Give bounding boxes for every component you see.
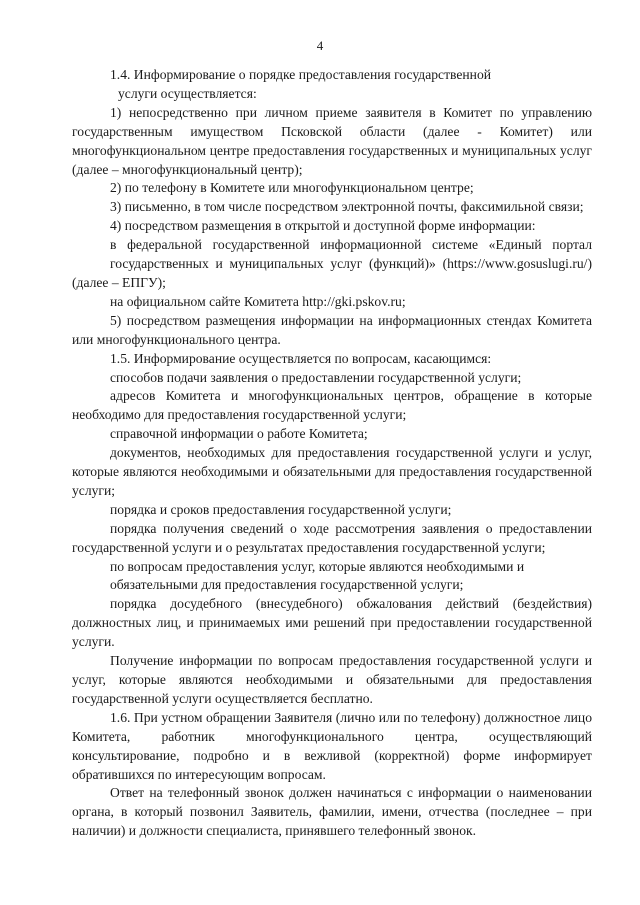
paragraph: 4) посредством размещения в открытой и доступной форме информации: xyxy=(110,218,536,234)
paragraph: порядка досудебного (внесудебного) обжалования действий (бездействия) должностных лиц, и принимаемых ими решений при предоставлении государственной услуги. xyxy=(72,596,592,650)
paragraph: порядка и сроков предоставления государственной услуги; xyxy=(110,501,452,517)
paragraph: 5) посредством размещения информации на информационных стендах Комитета или многофункционального центра. xyxy=(72,312,592,347)
paragraph: по вопросам предоставления услуг, которые являются необходимыми и xyxy=(110,558,525,574)
paragraph: 1.5. Информирование осуществляется по вопросам, касающимся: xyxy=(110,350,492,366)
paragraph: 2) по телефону в Комитете или многофункциональном центре; xyxy=(110,180,474,196)
paragraph: Ответ на телефонный звонок должен начинаться с информации о наименовании органа, в который позвонил Заявитель, фамилии, имени, отчества (последнее – при наличии) и должности специалиста, принявшего телефонный звонок. xyxy=(72,785,592,839)
paragraph: 1.4. Информирование о порядке предоставления государственной xyxy=(110,67,492,82)
paragraph: справочной информации о работе Комитета; xyxy=(110,426,368,442)
paragraph: адресов Комитета и многофункциональных центров, обращение в которые необходимо для предоставления государственной услуги; xyxy=(72,388,592,423)
paragraph: 3) письменно, в том числе посредством электронной почты, факсимильной связи; xyxy=(110,199,584,215)
paragraph: документов, необходимых для предоставления государственной услуги и услуг, которые являются необходимыми и обязательными для предоставления государственной услуги; xyxy=(72,445,592,498)
paragraph: 1.6. При устном обращении Заявителя (лично или по телефону) должностное лицо Комитета, работник многофункционального центра, осуществляющий консультирование, подробно и в вежливой (корректной) форме информирует обратившихся по интересующим вопросам. xyxy=(72,709,592,782)
paragraph: порядка получения сведений о ходе рассмотрения заявления о предоставлении государственной услуги и о результатах предоставления государственной услуги; xyxy=(72,520,592,555)
paragraph: на официальном сайте Комитета http://gki.pskov.ru; xyxy=(110,293,406,309)
paragraph: способов подачи заявления о предоставлении государственной услуги; xyxy=(110,369,522,385)
paragraph: в федеральной государственной информационной системе «Единый портал xyxy=(110,237,592,253)
paragraph: обязательными для предоставления государственной услуги; xyxy=(110,577,464,593)
paragraph: государственных и муниципальных услуг (функций)» (https://www.gosuslugi.ru/) (далее – ЕПГУ); xyxy=(72,256,592,290)
paragraph: Получение информации по вопросам предоставления государственной услуги и услуг, которые являются необходимыми и обязательными для предоставления государственной услуги осуществляется бесплатно. xyxy=(72,653,592,706)
document-body xyxy=(72,66,592,841)
paragraph: услуги осуществляется: xyxy=(118,85,257,101)
page-number: 4 xyxy=(316,38,324,53)
paragraph: 1) непосредственно при личном приеме заявителя в Комитет по управлению государственным имуществом Псковской области (далее - Комитет) или многофункциональном центре предоставления государственных и муниципальных услуг (далее – многофункциональный центр); xyxy=(72,104,592,177)
